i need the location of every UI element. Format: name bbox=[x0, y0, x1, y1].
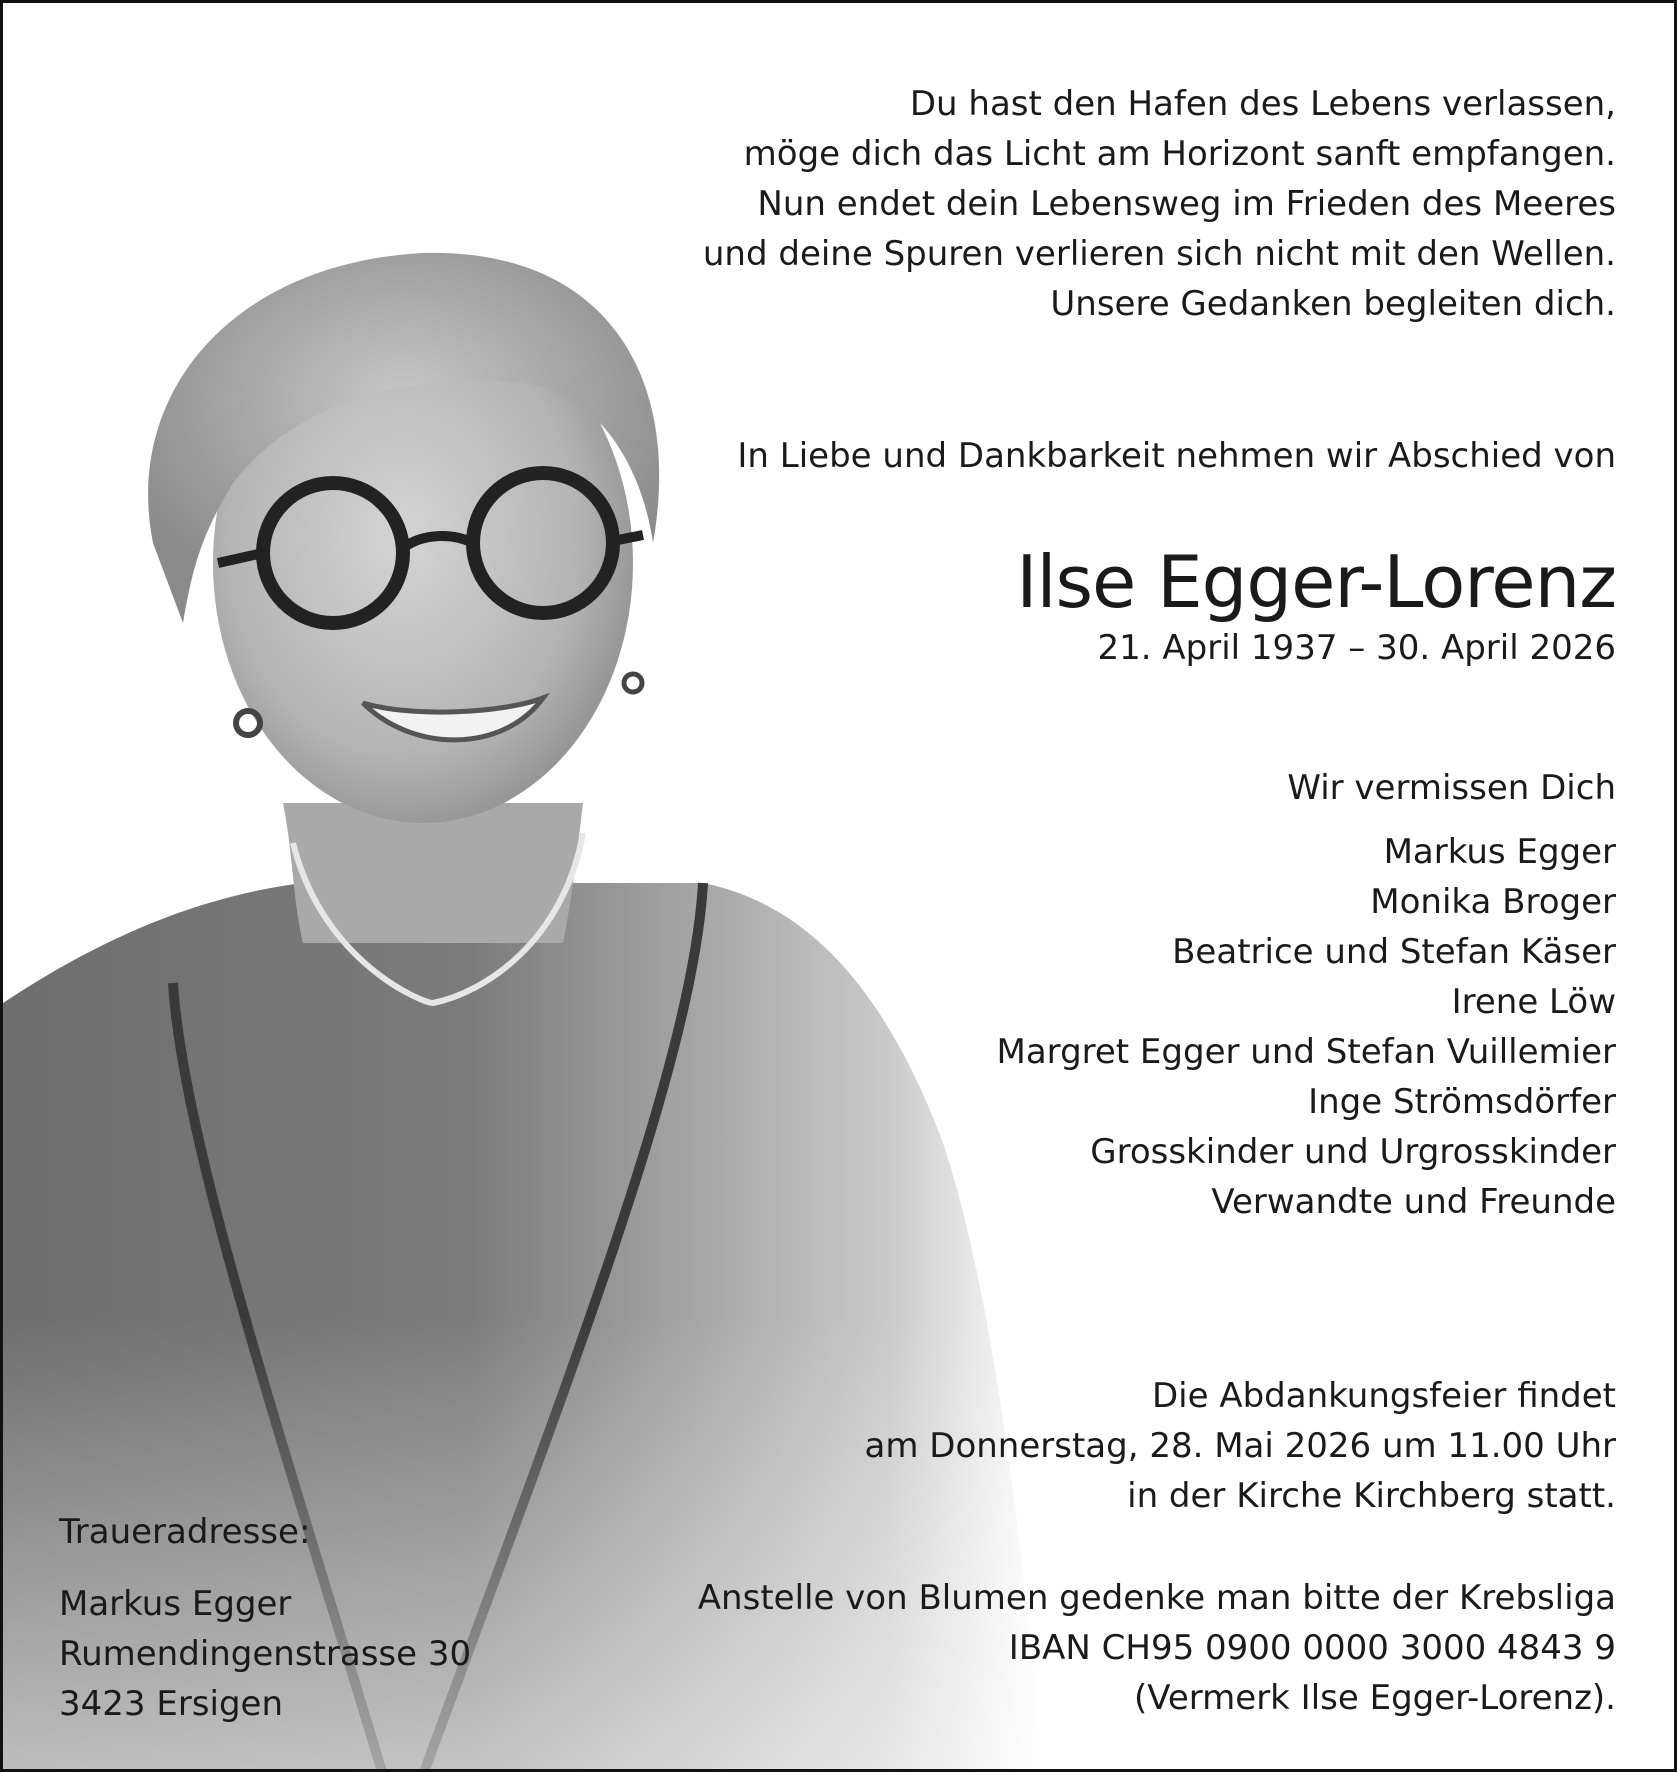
mourner-name: Margret Egger und Stefan Vuillemier bbox=[996, 1032, 1616, 1072]
address-line: Rumendingenstrasse 30 bbox=[59, 1634, 472, 1674]
mourner-name: Irene Löw bbox=[1451, 982, 1616, 1022]
donation-note: (Vermerk Ilse Egger-Lorenz). bbox=[1133, 1678, 1616, 1718]
poem-line: möge dich das Licht am Horizont sanft empfangen. bbox=[743, 134, 1616, 174]
mourners-list bbox=[997, 827, 1616, 1227]
mourning-address-label: Traueradresse: bbox=[59, 1512, 311, 1552]
address-line: 3423 Ersigen bbox=[59, 1684, 284, 1724]
poem-line: Unsere Gedanken begleiten dich. bbox=[1050, 284, 1616, 324]
mourner-name: Beatrice und Stefan Käser bbox=[1172, 932, 1616, 972]
mourning-address bbox=[59, 1579, 471, 1729]
poem-line: und deine Spuren verlieren sich nicht mit den Wellen. bbox=[702, 234, 1616, 274]
donation-line: Anstelle von Blumen gedenke man bitte der Krebsliga bbox=[697, 1578, 1616, 1618]
iban-line: IBAN CH95 0900 0000 3000 4843 9 bbox=[1008, 1628, 1616, 1668]
mourner-name: Inge Strömsdörfer bbox=[1308, 1082, 1616, 1122]
ceremony-line: Die Abdankungsfeier findet bbox=[1151, 1376, 1616, 1416]
ceremony-line: am Donnerstag, 28. Mai 2026 um 11.00 Uhr bbox=[864, 1426, 1616, 1466]
mourner-name: Markus Egger bbox=[1383, 832, 1616, 872]
mourner-name: Grosskinder und Urgrosskinder bbox=[1090, 1132, 1616, 1172]
farewell-intro: In Liebe und Dankbarkeit nehmen wir Abschied von bbox=[737, 436, 1616, 476]
ceremony-info bbox=[865, 1371, 1617, 1521]
deceased-name: Ilse Egger-Lorenz bbox=[1016, 540, 1616, 624]
life-dates: 21. April 1937 – 30. April 2026 bbox=[1097, 628, 1616, 668]
address-line: Markus Egger bbox=[59, 1584, 292, 1624]
miss-text: Wir vermissen Dich bbox=[1287, 768, 1616, 808]
poem-line: Du hast den Hafen des Lebens verlassen, bbox=[909, 84, 1616, 124]
mourner-name: Monika Broger bbox=[1370, 882, 1616, 922]
ceremony-line: in der Kirche Kirchberg statt. bbox=[1127, 1476, 1616, 1516]
donation-info bbox=[698, 1573, 1616, 1723]
mourner-name: Verwandte und Freunde bbox=[1211, 1182, 1616, 1222]
poem-line: Nun endet dein Lebensweg im Frieden des Meeres bbox=[757, 184, 1616, 224]
poem bbox=[703, 79, 1616, 329]
